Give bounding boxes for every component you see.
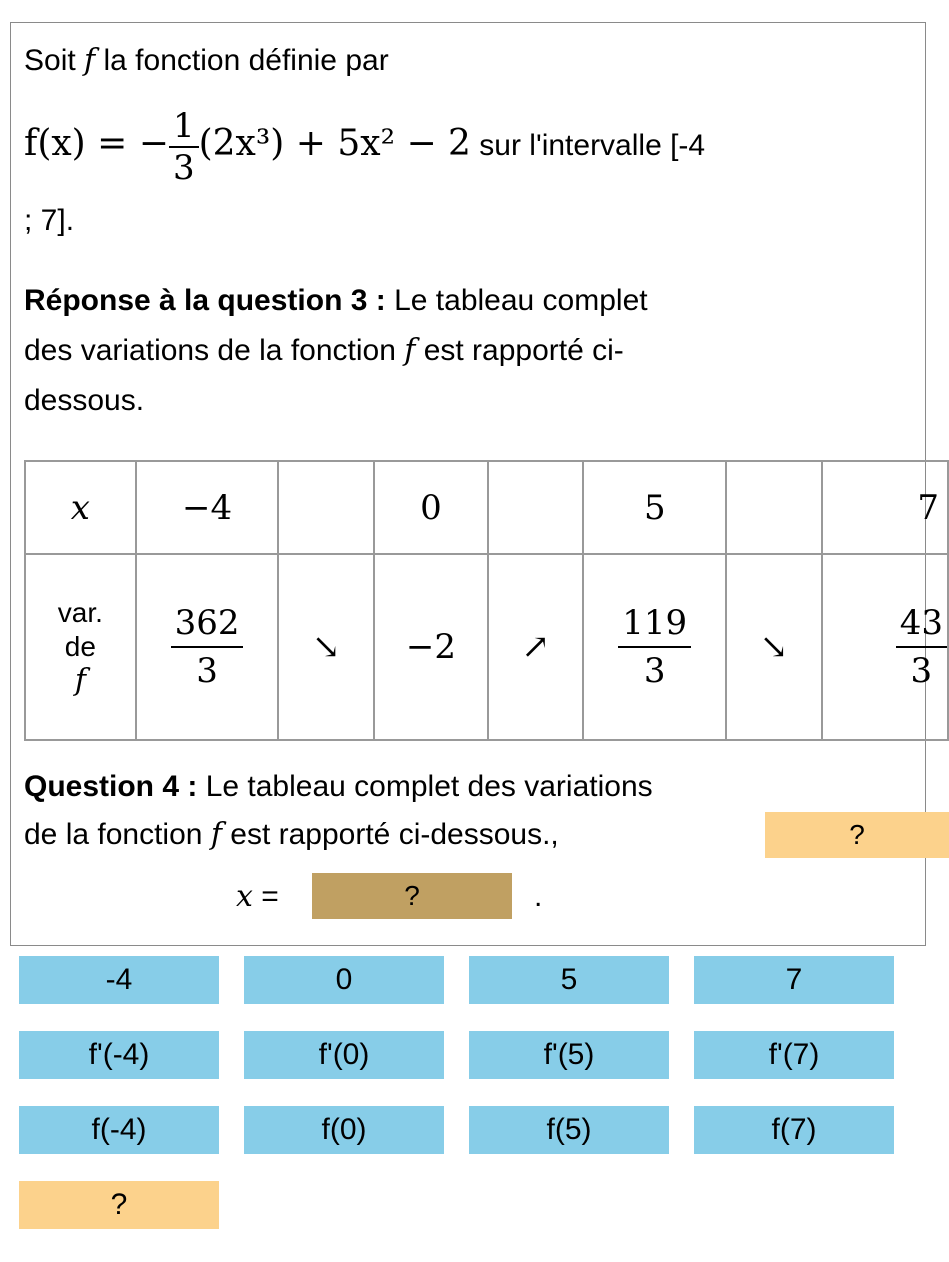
choice-chip[interactable]: 7 <box>694 956 894 1004</box>
answer-slot-2[interactable]: ? <box>312 873 512 919</box>
table-x-value <box>278 461 374 554</box>
decreasing-arrow-icon: ↘ <box>726 554 822 740</box>
choice-chip[interactable]: f(0) <box>244 1106 444 1154</box>
variation-table <box>24 460 949 741</box>
choice-chip-placeholder[interactable]: ? <box>19 1181 219 1229</box>
table-var-value: −2 <box>374 554 488 740</box>
table-x-value: 0 <box>374 461 488 554</box>
choice-chip[interactable]: f(5) <box>469 1106 669 1154</box>
table-row-var <box>25 554 948 740</box>
period: . <box>534 880 543 913</box>
intro-line-1: Soit f la fonction définie par <box>24 43 389 78</box>
answer3-line-3: dessous. <box>24 384 145 417</box>
table-x-value: 7 <box>822 461 948 554</box>
table-var-value: $\frac{362}{3}$ <box>136 554 279 740</box>
table-var-value: $\frac{43}{3}$ <box>822 554 948 740</box>
question4-line-1: Question 4 : Le tableau complet des variations <box>24 770 653 803</box>
choice-chip[interactable]: 5 <box>469 956 669 1004</box>
choice-chip[interactable]: f'(7) <box>694 1031 894 1079</box>
table-x-value <box>488 461 584 554</box>
choice-chip[interactable]: f'(-4) <box>19 1031 219 1079</box>
table-x-value: −4 <box>136 461 279 554</box>
answer3-line-2: des variations de la fonction f est rapporté ci- <box>24 333 624 368</box>
table-head-var: var. de f <box>25 554 136 740</box>
choice-chip[interactable]: 0 <box>244 956 444 1004</box>
table-x-value <box>726 461 822 554</box>
answer3-line-1: Réponse à la question 3 : Le tableau complet <box>24 284 648 317</box>
table-head-x: x <box>25 461 136 554</box>
formula-fraction: $\frac{1}{3}$ <box>169 106 199 188</box>
interval-end: ; 7]. <box>24 204 75 237</box>
x-equals-label: x = <box>236 879 279 914</box>
formula-rhs: (2x³) + 5x² − 2 <box>198 123 471 164</box>
formula-line <box>24 96 705 194</box>
question4-line-2: de la fonction f est rapporté ci-dessous., <box>24 817 559 852</box>
table-var-value: $\frac{119}{3}$ <box>583 554 726 740</box>
interval-text: sur l'intervalle [-4 <box>479 129 706 162</box>
choice-chip[interactable]: -4 <box>19 956 219 1004</box>
choice-chip[interactable]: f(-4) <box>19 1106 219 1154</box>
answer-slot-1[interactable]: ? <box>765 812 949 858</box>
choice-chip[interactable]: f'(0) <box>244 1031 444 1079</box>
formula-lhs: f(x) = − <box>24 123 169 164</box>
choice-chip[interactable]: f(7) <box>694 1106 894 1154</box>
decreasing-arrow-icon: ↘ <box>278 554 374 740</box>
table-row-x <box>25 461 948 554</box>
increasing-arrow-icon: ↗ <box>488 554 584 740</box>
choice-chip[interactable]: f'(5) <box>469 1031 669 1079</box>
table-x-value: 5 <box>583 461 726 554</box>
